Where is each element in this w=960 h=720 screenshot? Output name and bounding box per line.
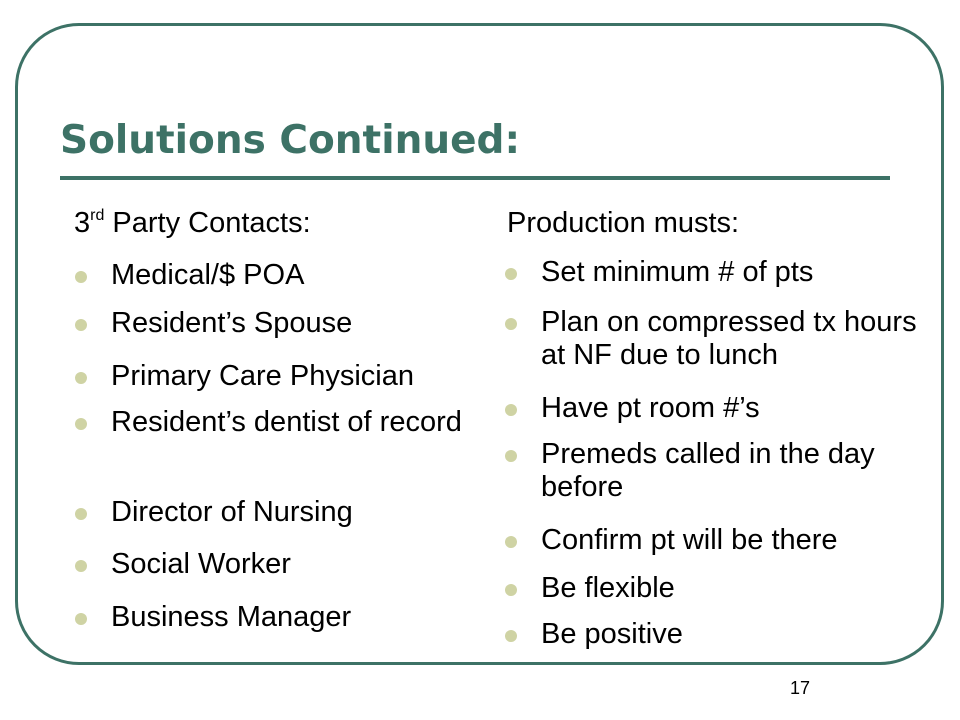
bullet-icon <box>75 613 87 625</box>
bullet-icon <box>75 319 87 331</box>
list-item <box>541 572 941 605</box>
bullet-icon <box>505 268 517 280</box>
list-item <box>541 306 941 372</box>
list-item <box>111 601 471 634</box>
bullet-icon <box>75 418 87 430</box>
heading-text: Party Contacts: <box>104 207 311 239</box>
bullet-icon <box>505 630 517 642</box>
heading-number: 3 <box>74 207 91 239</box>
list-item-text: Premeds called in the day before <box>541 438 875 503</box>
bullet-icon <box>505 404 517 416</box>
left-column-heading <box>74 207 311 240</box>
list-item-text: Director of Nursing <box>111 496 353 528</box>
list-item-text: Business Manager <box>111 601 352 633</box>
list-item-text: Be positive <box>541 618 683 650</box>
list-item <box>111 496 471 529</box>
list-item-text: Set minimum # of pts <box>541 256 814 288</box>
bullet-icon <box>505 536 517 548</box>
bullet-icon <box>75 372 87 384</box>
right-column-heading: Production musts: <box>507 207 740 239</box>
list-item-text: Have pt room #’s <box>541 392 760 424</box>
bullet-icon <box>75 560 87 572</box>
title-underline <box>60 176 890 180</box>
list-item <box>111 548 471 581</box>
list-item-text: Resident’s dentist of record <box>111 406 462 438</box>
list-item <box>541 438 941 504</box>
list-item <box>541 524 941 557</box>
list-item <box>541 618 941 651</box>
bullet-icon <box>505 584 517 596</box>
heading-ordinal: rd <box>90 207 105 224</box>
list-item <box>541 256 941 289</box>
list-item <box>111 406 471 439</box>
list-item <box>111 307 471 340</box>
bullet-icon <box>505 450 517 462</box>
list-item <box>111 259 471 292</box>
list-item <box>541 392 941 425</box>
list-item-text: Social Worker <box>111 548 291 580</box>
list-item-text: Medical/$ POA <box>111 259 305 291</box>
slide-title: Solutions Continued: <box>60 118 521 163</box>
list-item-text: Confirm pt will be there <box>541 524 838 556</box>
bullet-icon <box>75 271 87 283</box>
page-number: 17 <box>790 678 811 698</box>
bullet-icon <box>505 318 517 330</box>
bullet-icon <box>75 508 87 520</box>
list-item-text: Plan on compressed tx hours at NF due to lunch <box>541 306 917 371</box>
list-item-text: Be flexible <box>541 572 675 604</box>
list-item-text: Primary Care Physician <box>111 360 414 392</box>
list-item-text: Resident’s Spouse <box>111 307 353 339</box>
list-item <box>111 360 471 393</box>
